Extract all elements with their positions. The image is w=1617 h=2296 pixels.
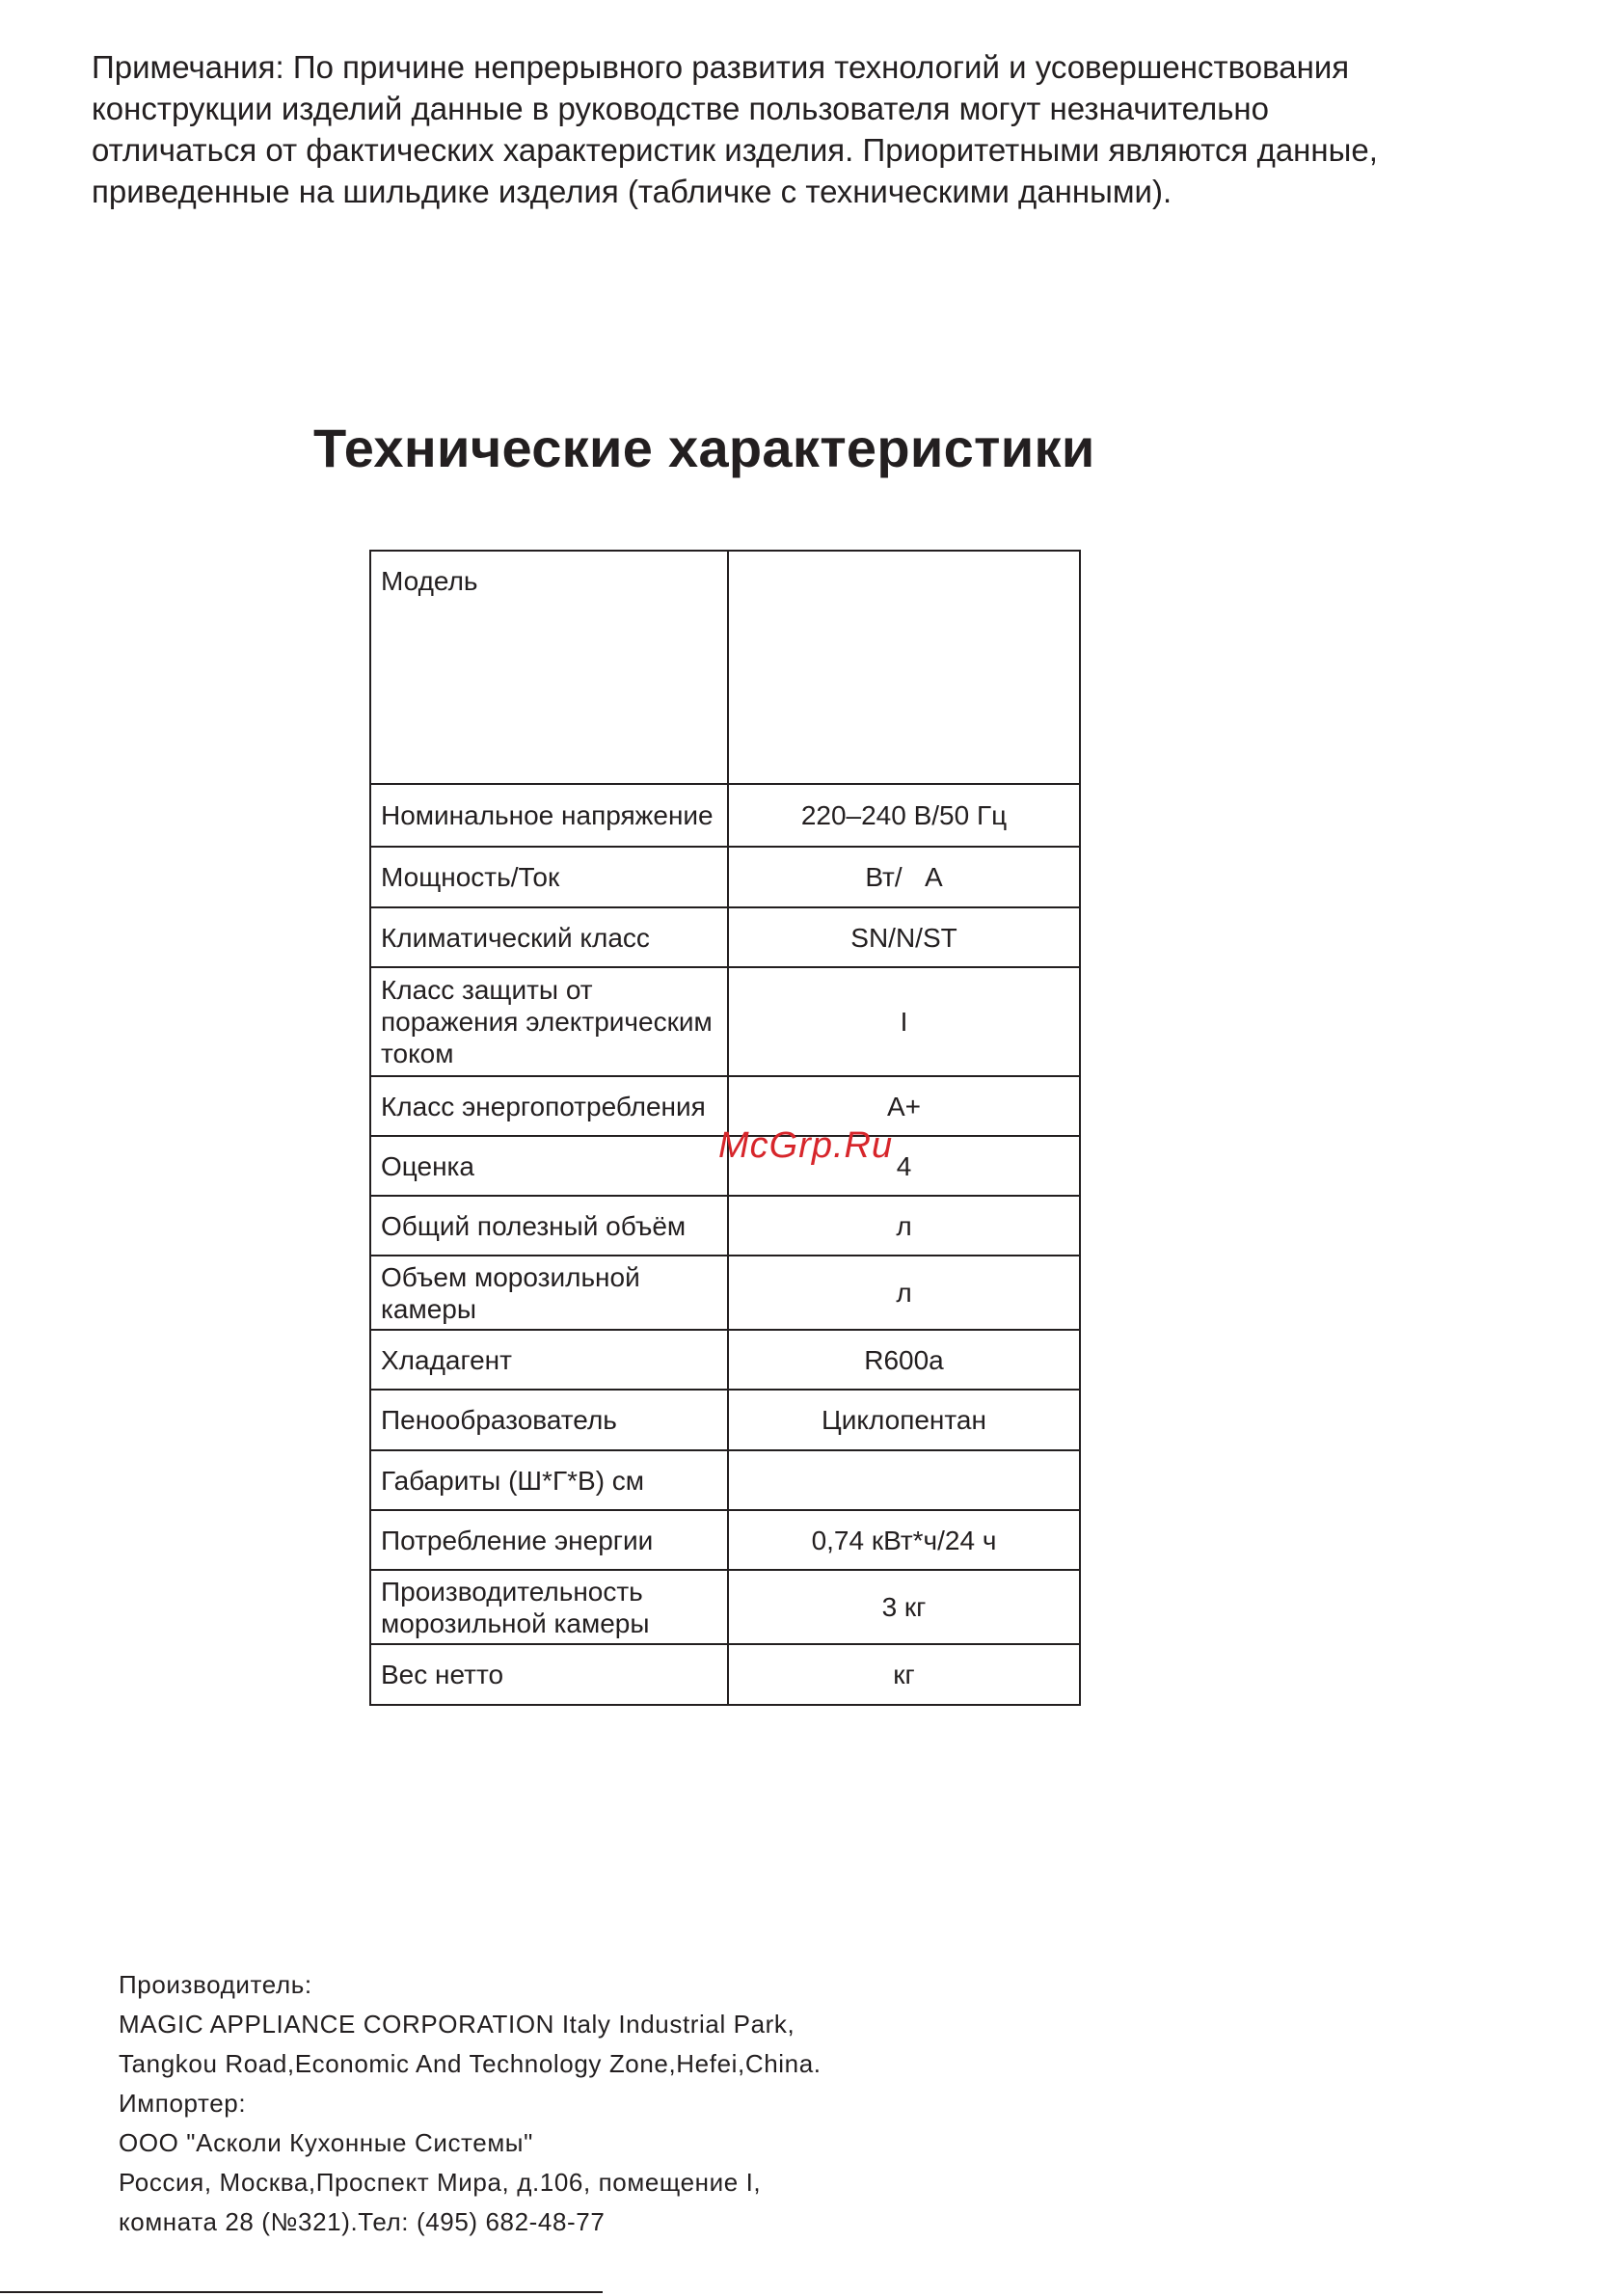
spec-label-freezing-capacity: Производительность морозильной камеры xyxy=(370,1570,728,1644)
page-title: Технические характеристики xyxy=(313,418,1095,478)
spec-label-freezer-volume: Объем морозильной камеры xyxy=(370,1256,728,1330)
footer-line: Россия, Москва,Проспект Мира, д.106, помещение I, xyxy=(119,2168,762,2197)
footer-line: Tangkou Road,Economic And Technology Zone,Hefei,China. xyxy=(119,2049,822,2078)
table-row xyxy=(370,1330,1080,1390)
spec-value-refrigerant: R600a xyxy=(728,1330,1080,1390)
spec-label-power: Мощность/Ток xyxy=(370,847,728,907)
spec-value-power: Вт/ А xyxy=(728,847,1080,907)
spec-label-foaming-agent: Пенообразователь xyxy=(370,1390,728,1450)
spec-value-freezer-volume: л xyxy=(728,1256,1080,1330)
table-row xyxy=(370,1256,1080,1330)
table-row xyxy=(370,1644,1080,1705)
table-row xyxy=(370,967,1080,1076)
footer-line: ООО "Асколи Кухонные Системы" xyxy=(119,2128,533,2157)
table-row xyxy=(370,1570,1080,1644)
spec-value-foaming-agent: Циклопентан xyxy=(728,1390,1080,1450)
note-line: Примечания: По причине непрерывного развития технологий и усовершенствования xyxy=(92,49,1350,85)
spec-label-climate-class: Климатический класс xyxy=(370,907,728,967)
watermark-text: McGrp.Ru xyxy=(718,1125,894,1166)
table-row xyxy=(370,1510,1080,1570)
spec-value-energy-class: А+ xyxy=(728,1076,1080,1136)
note-line: приведенные на шильдике изделия (табличке с техническими данными). xyxy=(92,174,1172,209)
table-row xyxy=(370,1390,1080,1450)
spec-label-voltage: Номинальное напряжение xyxy=(370,784,728,847)
spec-label-refrigerant: Хладагент xyxy=(370,1330,728,1390)
spec-value-rating: 4 xyxy=(728,1136,1080,1196)
footer-line: Импортер: xyxy=(119,2089,247,2118)
table-row xyxy=(370,551,1080,784)
spec-value-model xyxy=(728,551,1080,784)
table-row xyxy=(370,1450,1080,1510)
spec-label-energy-class: Класс энергопотребления xyxy=(370,1076,728,1136)
spec-value-total-volume: л xyxy=(728,1196,1080,1256)
spec-label-model: Модель xyxy=(370,551,728,784)
notes-paragraph xyxy=(92,46,1596,212)
spec-value-protection-class: I xyxy=(728,967,1080,1076)
table-row xyxy=(370,784,1080,847)
table-row xyxy=(370,907,1080,967)
spec-label-total-volume: Общий полезный объём xyxy=(370,1196,728,1256)
spec-value-net-weight: кг xyxy=(728,1644,1080,1705)
table-row xyxy=(370,1196,1080,1256)
spec-label-energy-consumption: Потребление энергии xyxy=(370,1510,728,1570)
spec-value-dimensions xyxy=(728,1450,1080,1510)
note-line: конструкции изделий данные в руководстве пользователя могут незначительно xyxy=(92,91,1269,126)
footer-line: MAGIC APPLIANCE CORPORATION Italy Industrial Park, xyxy=(119,2010,795,2039)
spec-label-rating: Оценка xyxy=(370,1136,728,1196)
spec-value-climate-class: SN/N/ST xyxy=(728,907,1080,967)
manufacturer-importer-info xyxy=(119,1965,822,2242)
note-line: отличаться от фактических характеристик изделия. Приоритетными являются данные, xyxy=(92,132,1378,168)
spec-label-protection-class: Класс защиты от поражения электрическим током xyxy=(370,967,728,1076)
spec-value-freezing-capacity: 3 кг xyxy=(728,1570,1080,1644)
spec-value-energy-consumption: 0,74 кВт*ч/24 ч xyxy=(728,1510,1080,1570)
spec-value-voltage: 220–240 В/50 Гц xyxy=(728,784,1080,847)
footer-line: комната 28 (№321).Тел: (495) 682-48-77 xyxy=(119,2207,606,2236)
bottom-divider xyxy=(0,2291,603,2293)
footer-line: Производитель: xyxy=(119,1970,312,1999)
table-row xyxy=(370,847,1080,907)
spec-label-net-weight: Вес нетто xyxy=(370,1644,728,1705)
spec-label-dimensions: Габариты (Ш*Г*В) см xyxy=(370,1450,728,1510)
